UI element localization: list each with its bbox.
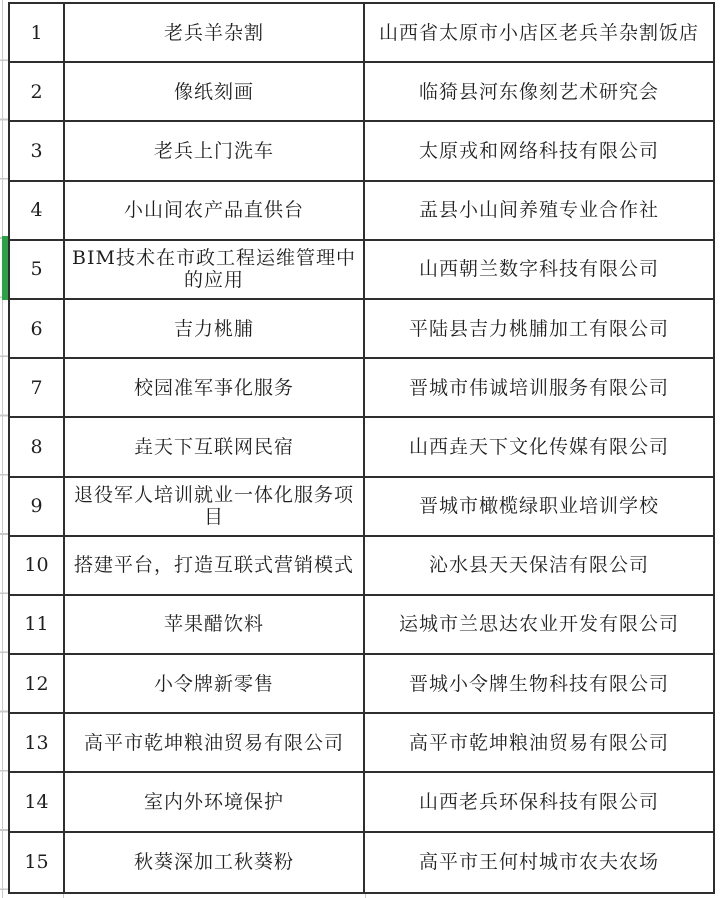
table-row xyxy=(10,359,713,418)
row-number-cell[interactable]: 3 xyxy=(10,122,65,179)
table-row xyxy=(10,4,713,63)
project-name-cell[interactable]: 苹果醋饮料 xyxy=(65,596,365,653)
table-row xyxy=(10,300,713,359)
table-row xyxy=(10,122,713,181)
row-number-cell[interactable]: 9 xyxy=(10,478,65,535)
active-cell-selection-indicator xyxy=(2,236,8,300)
project-name-cell[interactable]: BIM技术在市政工程运维管理中的应用 xyxy=(65,241,365,298)
table-row xyxy=(10,773,713,832)
organization-cell[interactable]: 晋城市橄榄绿职业培训学校 xyxy=(418,495,659,518)
project-name-cell[interactable]: 老兵上门洗车 xyxy=(65,122,365,179)
project-name-cell[interactable]: 老兵羊杂割 xyxy=(65,4,365,61)
projects-table xyxy=(8,2,715,894)
row-number-cell[interactable]: 7 xyxy=(10,359,65,416)
project-name-cell[interactable]: 小令牌新零售 xyxy=(65,655,365,712)
organization-cell[interactable]: 太原戎和网络科技有限公司 xyxy=(418,139,659,162)
project-name-cell[interactable]: 高平市乾坤粮油贸易有限公司 xyxy=(65,714,365,771)
organization-cell[interactable]: 高平市乾坤粮油贸易有限公司 xyxy=(408,731,669,754)
table-row xyxy=(10,478,713,537)
table-row xyxy=(10,714,713,773)
row-number-cell[interactable]: 14 xyxy=(10,773,65,830)
organization-cell[interactable]: 山西老兵环保科技有限公司 xyxy=(418,791,659,814)
table-row xyxy=(10,596,713,655)
row-number-cell[interactable]: 6 xyxy=(10,300,65,357)
organization-cell[interactable]: 山西省太原市小店区老兵羊杂割饭店 xyxy=(378,21,699,44)
sheet-gridline-row-stubs xyxy=(0,2,8,890)
organization-cell[interactable]: 晋城市伟诚培训服务有限公司 xyxy=(408,376,669,399)
project-name-cell[interactable]: 小山间农产品直供台 xyxy=(65,182,365,239)
organization-cell[interactable]: 山西垚天下文化传媒有限公司 xyxy=(408,435,669,458)
organization-cell[interactable]: 平陆县吉力桃脯加工有限公司 xyxy=(408,317,669,340)
project-name-cell[interactable]: 像纸刻画 xyxy=(65,63,365,120)
organization-cell[interactable]: 晋城小令牌生物科技有限公司 xyxy=(408,672,669,695)
organization-cell[interactable]: 临猗县河东像刻艺术研究会 xyxy=(418,80,659,103)
project-name-cell[interactable]: 垚天下互联网民宿 xyxy=(65,418,365,475)
organization-cell[interactable]: 沁水县天天保洁有限公司 xyxy=(428,554,649,577)
project-name-cell[interactable]: 校园准军亊化服务 xyxy=(65,359,365,416)
organization-cell[interactable]: 运城市兰思达农业开发有限公司 xyxy=(398,613,679,636)
project-name-cell[interactable]: 秋葵深加工秋葵粉 xyxy=(65,833,365,892)
organization-cell[interactable]: 山西朝兰数字科技有限公司 xyxy=(418,258,659,281)
row-number-cell[interactable]: 1 xyxy=(10,4,65,61)
row-number-cell[interactable]: 11 xyxy=(10,596,65,653)
table-row xyxy=(10,63,713,122)
project-name-cell[interactable]: 退役军人培训就业一体化服务项目 xyxy=(65,478,365,535)
row-number-cell[interactable]: 15 xyxy=(10,833,65,892)
organization-cell[interactable]: 高平市王何村城市农夫农场 xyxy=(418,851,659,874)
row-number-cell[interactable]: 5 xyxy=(10,241,65,298)
project-name-cell[interactable]: 室内外环境保护 xyxy=(65,773,365,830)
row-number-cell[interactable]: 10 xyxy=(10,537,65,594)
row-number-cell[interactable]: 13 xyxy=(10,714,65,771)
table-row xyxy=(10,418,713,477)
organization-cell[interactable]: 盂县小山间养殖专业合作社 xyxy=(418,199,659,222)
table-row xyxy=(10,655,713,714)
row-number-cell[interactable]: 4 xyxy=(10,182,65,239)
project-name-cell[interactable]: 搭建平台，打造互联式营销模式 xyxy=(65,537,365,594)
row-number-cell[interactable]: 2 xyxy=(10,63,65,120)
row-number-cell[interactable]: 8 xyxy=(10,418,65,475)
table-row-selected xyxy=(10,241,713,300)
table-row xyxy=(10,833,713,892)
project-name-cell[interactable]: 吉力桃脯 xyxy=(65,300,365,357)
table-row xyxy=(10,182,713,241)
table-row xyxy=(10,537,713,596)
row-number-cell[interactable]: 12 xyxy=(10,655,65,712)
